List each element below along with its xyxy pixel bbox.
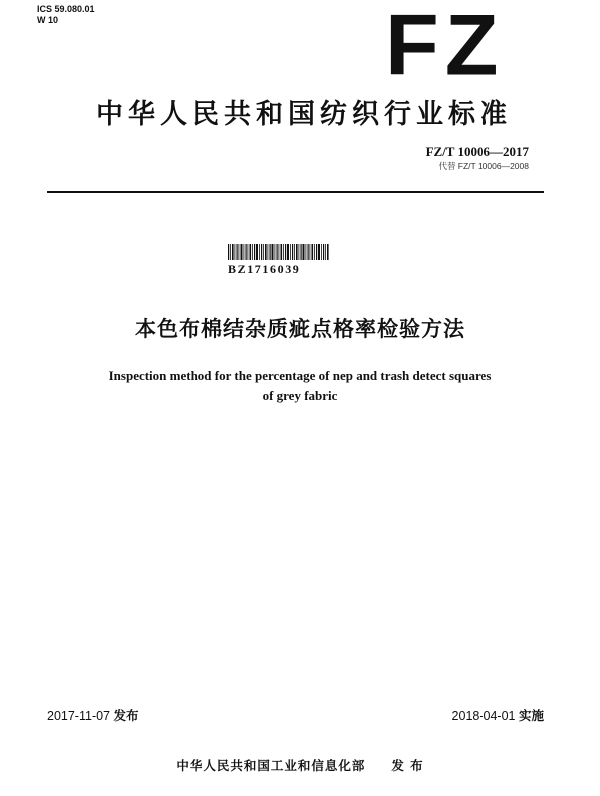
issue-label: 发布 [113, 709, 139, 723]
replaces-standard: 代替 FZ/T 10006—2008 [438, 161, 529, 171]
english-title [0, 366, 600, 406]
issue-date: 2017-11-07 [47, 709, 111, 723]
chinese-title: 本色布棉结杂质疵点格率检验方法 [135, 317, 465, 341]
classification-code: W 10 [37, 15, 59, 25]
publisher-name: 中华人民共和国工业和信息化部 [176, 758, 366, 773]
barcode-number: BZ1716039 [228, 262, 301, 276]
implement-date-block [452, 706, 544, 724]
standard-category-title: 中华人民共和国纺织行业标准 [96, 99, 512, 130]
issue-date-block [47, 706, 139, 724]
barcode-icon [228, 244, 330, 260]
ics-classification-block [37, 4, 95, 26]
english-title-line-2: of grey fabric [262, 388, 338, 403]
english-title-line-1: Inspection method for the percentage of nep and trash detect squares [108, 368, 492, 383]
ics-code: ICS 59.080.01 [37, 4, 95, 14]
standard-code: FZ/T 10006—2017 [425, 144, 529, 159]
fz-logo: FZ [385, 0, 505, 94]
publisher-line [0, 756, 600, 774]
publish-label: 发 布 [391, 758, 424, 773]
header-divider [47, 191, 544, 193]
implement-date: 2018-04-01 [451, 709, 516, 723]
implement-label: 实施 [518, 709, 544, 723]
